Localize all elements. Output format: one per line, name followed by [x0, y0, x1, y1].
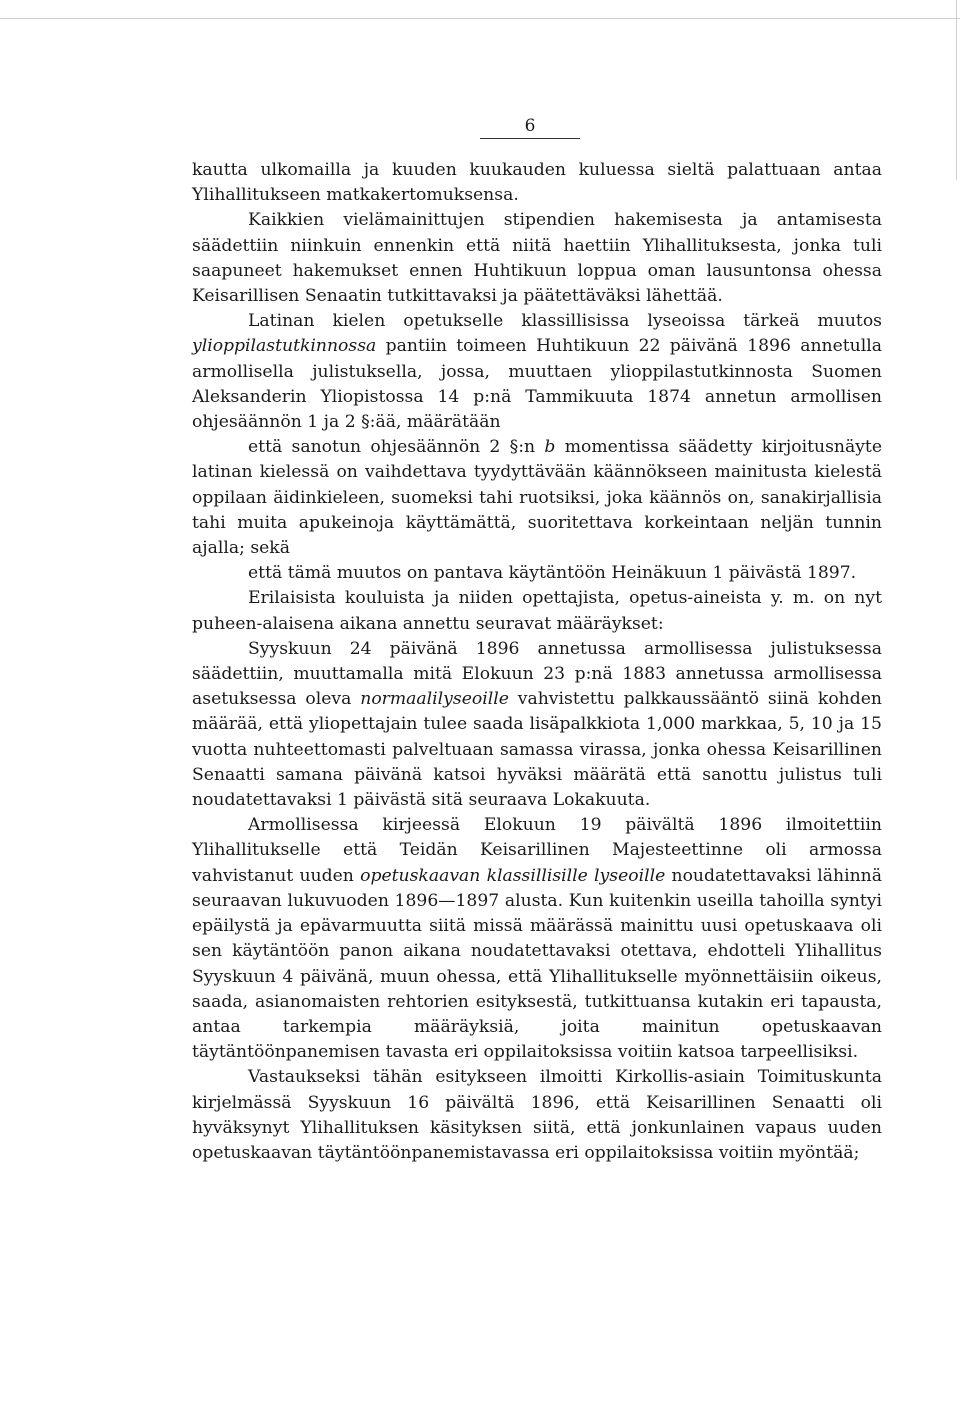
paragraph: [192, 158, 882, 208]
paragraph-text: Erilaisista kouluista ja niiden opettajista, opetus-aineista y. m. on nyt puheen-alaisena aikana annettu seuravat määräykset:: [192, 588, 882, 634]
scan-edge-top: [0, 18, 960, 19]
paragraph: [192, 561, 882, 586]
paragraph-text: vahvistettu palkkaussääntö siinä kohden määrää, että yliopettajain tulee saada lisäpalkkiota 1,000 markkaa, 5, 10 ja 15 vuotta nuhteettomasti palveltuaan samassa virassa, jonka ohessa Keisarillinen Senaatti samana päivänä katsoi hyväksi määrätä että sanottu julistus tuli noudatettavaksi 1 päivästä sitä seuraava Lokakuuta.: [192, 689, 882, 811]
paragraph-text: noudatettavaksi lähinnä seuraavan lukuvuoden 1896—1897 alusta. Kun kuitenkin useilla tahoilla syntyi epäilystä ja epävarmuutta siitä missä määrässä mainittu uusi opetuskaava oli sen käytäntöön panon aikana noudatettavaksi otettava, ehdotteli Ylihallitus Syyskuun 4 päivänä, muun ohessa, että Ylihallitukselle myönnettäisiin oikeus, saada, asianomaisten rehtorien esityksestä, tutkittuansa kutakin eri tapausta, antaa tarkempia määräyksiä, joita mainitun opetuskaavan täytäntöönpanemisen tavasta eri oppilaitoksissa voitiin katsoa tarpeellisiksi.: [192, 865, 882, 1063]
page-number: 6: [480, 116, 580, 139]
paragraph-text: Latinan kielen opetukselle klassillisissa lyseoissa tärkeä muutos: [248, 311, 882, 332]
paragraph: [192, 586, 882, 636]
paragraph: [192, 208, 882, 309]
paragraph-text: Armollisessa kirjeessä Elokuun 19 päivältä 1896 ilmoitettiin Ylihallitukselle että Teidän Keisarillinen Majesteettinne oli armossa vahvistanut uuden: [192, 815, 882, 886]
paragraph-text: pantiin toimeen Huhtikuun 22 päivänä 1896 annetulla armollisella julistuksella, jossa, muuttaen ylioppilastutkinnosta Suomen Aleksanderin Yliopistossa 14 p:nä Tammikuuta 1874 annetun armollisen ohjesäännön 1 ja 2 §:ää, määrätään: [192, 336, 882, 433]
paragraph-text: Kaikkien vielämainittujen stipendien hakemisesta ja antamisesta säädettiin niinkuin ennenkin että niitä haettiin Ylihallituksesta, jonka tuli saapuneet hakemukset ennen Huhtikuun loppua oman lausuntonsa ohessa Keisarillisen Senaatin tutkittavaksi ja päätettäväksi lähettää.: [192, 210, 882, 307]
paragraph: [192, 813, 882, 1065]
paragraph-text: Syyskuun 24 päivänä 1896 annetussa armollisessa julistuksessa säädettiin, muuttamalla mitä Elokuun 23 p:nä 1883 annetussa armollisessa asetuksessa oleva: [192, 638, 882, 710]
italic-term: opetuskaavan klassillisille lyseoille: [360, 865, 666, 886]
paragraph-text: että tämä muutos on pantava käytäntöön Heinäkuun 1 päivästä 1897.: [248, 563, 857, 584]
italic-term: ylioppilastutkinnossa: [192, 336, 377, 357]
paragraph-text: momentissa säädetty kirjoitusnäyte latinan kielessä on vaihdettava tyydyttävään käännökseen mainitusta kielestä oppilaan äidinkieleen, suomeksi tahi ruotsiksi, joka käännös on, sanakirjallisia tahi muita apukeinoja käyttämättä, suoritettava korkeintaan neljän tunnin ajalla; sekä: [192, 437, 882, 559]
body-text: [192, 158, 882, 1166]
scan-edge-right: [956, 0, 957, 180]
italic-term: normaalilyseoille: [360, 689, 509, 710]
paragraph-text: Vastaukseksi tähän esitykseen ilmoitti Kirkollis-asiain Toimituskunta kirjelmässä Syyskuun 16 päivältä 1896, että Keisarillinen Senaatti oli hyväksynyt Ylihallituksen käsityksen siitä, että jonkunlainen vapaus uuden opetuskaavan täytäntöönpanemistavassa eri oppilaitoksissa voitiin myöntää;: [192, 1067, 882, 1163]
italic-term: b: [544, 437, 556, 458]
paragraph-text: kautta ulkomailla ja kuuden kuukauden kuluessa sieltä palattuaan antaa Ylihallitukseen matkakertomuksensa.: [192, 160, 882, 206]
paragraph: [192, 637, 882, 813]
paragraph-text: että sanotun ohjesäännön 2 §:n: [248, 437, 545, 458]
paragraph: [192, 435, 882, 561]
paragraph: [192, 1065, 882, 1166]
paragraph: [192, 309, 882, 435]
